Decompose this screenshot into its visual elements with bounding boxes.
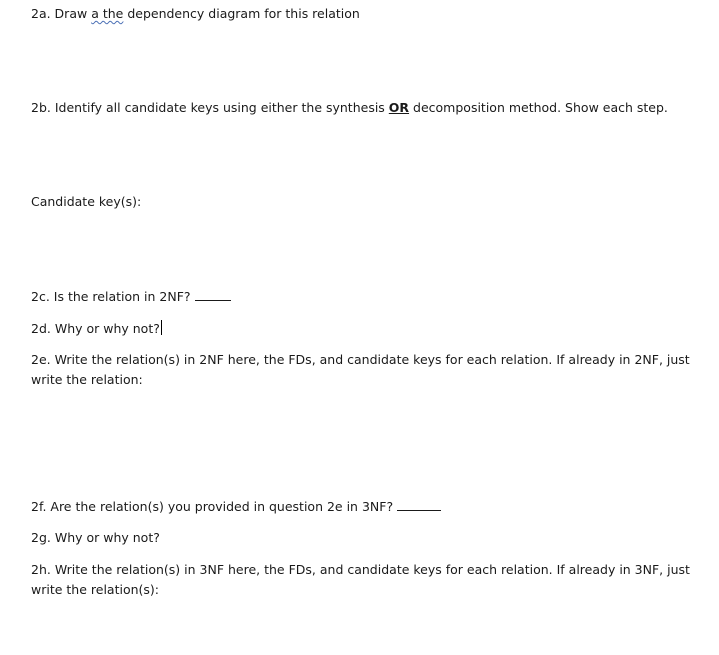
question-2c-text: 2c. Is the relation in 2NF? — [31, 289, 191, 304]
question-2d-text: 2d. Why or why not? — [31, 321, 160, 336]
text-cursor — [161, 320, 162, 335]
answer-blank-2f[interactable] — [397, 498, 441, 511]
question-2a-prefix: 2a. Draw — [31, 6, 92, 21]
question-2a-suffix: dependency diagram for this relation — [123, 6, 360, 21]
question-2b-suffix: decomposition method. Show each step. — [409, 100, 668, 115]
question-2d — [31, 319, 162, 339]
question-2a — [31, 4, 360, 24]
question-2e: 2e. Write the relation(s) in 2NF here, the FDs, and candidate keys for each relation. If already in 2NF, just write the relation: — [31, 352, 690, 387]
question-2f — [31, 497, 441, 517]
spellcheck-flagged-words[interactable]: a the — [91, 6, 124, 21]
question-2b — [31, 98, 668, 118]
question-2h: 2h. Write the relation(s) in 3NF here, the FDs, and candidate keys for each relation. If already in 3NF, just write the relation(s): — [31, 562, 690, 597]
answer-blank-2c[interactable] — [195, 288, 231, 301]
question-2b-prefix: 2b. Identify all candidate keys using either the synthesis — [31, 100, 389, 115]
question-2b-emphasis: OR — [388, 100, 410, 115]
question-2g: 2g. Why or why not? — [31, 530, 160, 545]
question-2f-text: 2f. Are the relation(s) you provided in question 2e in 3NF? — [31, 499, 394, 514]
question-2c — [31, 287, 231, 307]
candidate-keys-label: Candidate key(s): — [31, 194, 142, 209]
